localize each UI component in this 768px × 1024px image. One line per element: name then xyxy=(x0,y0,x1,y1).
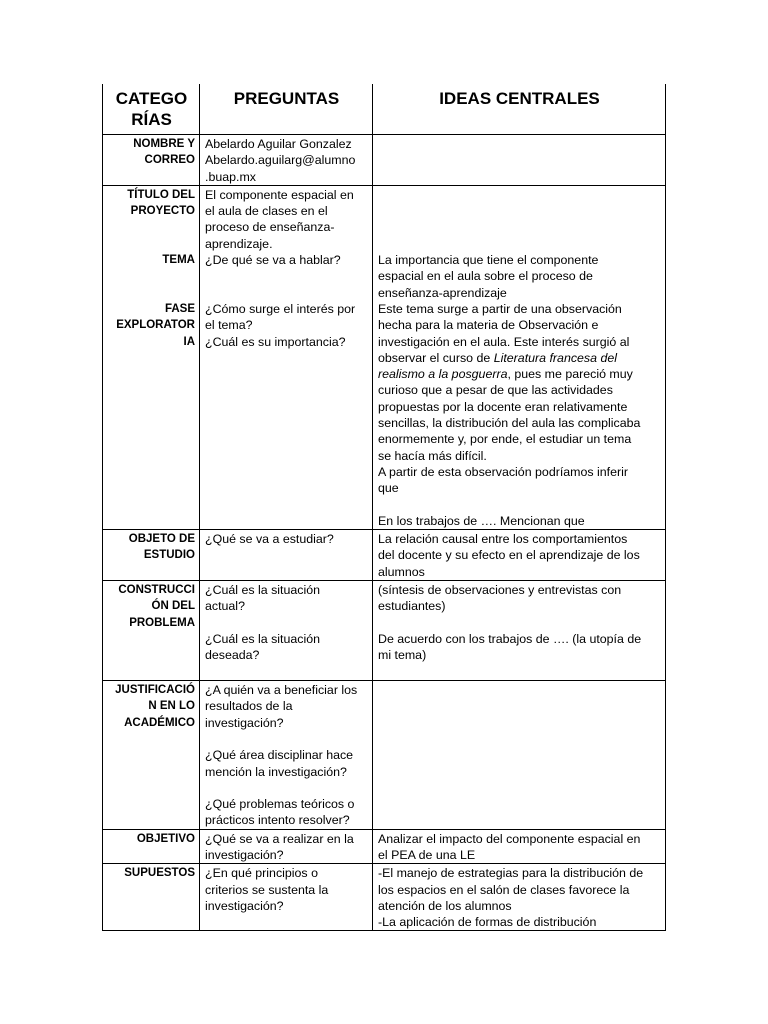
category-cell: JUSTIFICACIÓ N EN LO ACADÉMICO xyxy=(103,681,200,830)
header-preguntas: PREGUNTAS xyxy=(200,84,373,135)
table-row-objeto xyxy=(103,530,666,581)
category-cell: OBJETO DE ESTUDIO xyxy=(103,530,200,581)
table-row-supuestos xyxy=(103,864,666,931)
category-cell: CONSTRUCCI ÓN DEL PROBLEMA xyxy=(103,581,200,681)
category-cell: OBJETIVO xyxy=(103,829,200,864)
idea-cell: La relación causal entre los comportamientos del docente y su efecto en el aprendizaje de los alumnos xyxy=(373,530,666,581)
category-cell: NOMBRE Y CORREO xyxy=(103,135,200,186)
idea-cell: La importancia que tiene el componente espacial en el aula sobre el proceso de enseñanza-aprendizaje Este tema surge a partir de una observación hecha para la materia de Observación e investigación en el aula. Este interés surgió al observar el curso de Literatura francesa del realismo a la posguerra, pues me pareció muy curioso que a pesar de que las actividades propuestas por la docente eran relativamente sencillas, la distribución del aula las complicaba enormemente y, por ende, el estudiar un tema se hacía más difícil. A partir de esta observación podríamos inferir que En los trabajos de …. Mencionan que xyxy=(373,185,666,529)
table-row-justificacion xyxy=(103,681,666,830)
table-row-construccion xyxy=(103,581,666,681)
idea-cell: -El manejo de estrategias para la distribución de los espacios en el salón de clases favorece la atención de los alumnos -La aplicación de formas de distribución xyxy=(373,864,666,931)
idea-cell xyxy=(373,681,666,830)
question-cell: Abelardo Aguilar Gonzalez Abelardo.aguilarg@alumno .buap.mx xyxy=(200,135,373,186)
table-row-objetivo xyxy=(103,829,666,864)
question-cell: ¿En qué principios o criterios se sustenta la investigación? xyxy=(200,864,373,931)
idea-cell: Analizar el impacto del componente espacial en el PEA de una LE xyxy=(373,829,666,864)
header-categorias: CATEGO RÍAS xyxy=(103,84,200,135)
question-cell: ¿Qué se va a estudiar? xyxy=(200,530,373,581)
category-cell: SUPUESTOS xyxy=(103,864,200,931)
category-cell: TÍTULO DEL PROYECTO TEMA FASE EXPLORATOR IA xyxy=(103,185,200,529)
table-row-nombre xyxy=(103,135,666,186)
header-ideas-centrales: IDEAS CENTRALES xyxy=(373,84,666,135)
header-row xyxy=(103,84,666,135)
question-cell: ¿A quién va a beneficiar los resultados de la investigación? ¿Qué área disciplinar hace mención la investigación? ¿Qué problemas teóricos o prácticos intento resolver? xyxy=(200,681,373,830)
research-matrix-table xyxy=(102,84,666,931)
table-row-titulo xyxy=(103,185,666,529)
idea-cell: (síntesis de observaciones y entrevistas con estudiantes) De acuerdo con los trabajos de …. (la utopía de mi tema) xyxy=(373,581,666,681)
idea-cell xyxy=(373,135,666,186)
question-cell: ¿Cuál es la situación actual? ¿Cuál es la situación deseada? xyxy=(200,581,373,681)
question-cell: El componente espacial en el aula de clases en el proceso de enseñanza- aprendizaje. ¿De qué se va a hablar? ¿Cómo surge el interés por el tema? ¿Cuál es su importancia? xyxy=(200,185,373,529)
question-cell: ¿Qué se va a realizar en la investigación? xyxy=(200,829,373,864)
